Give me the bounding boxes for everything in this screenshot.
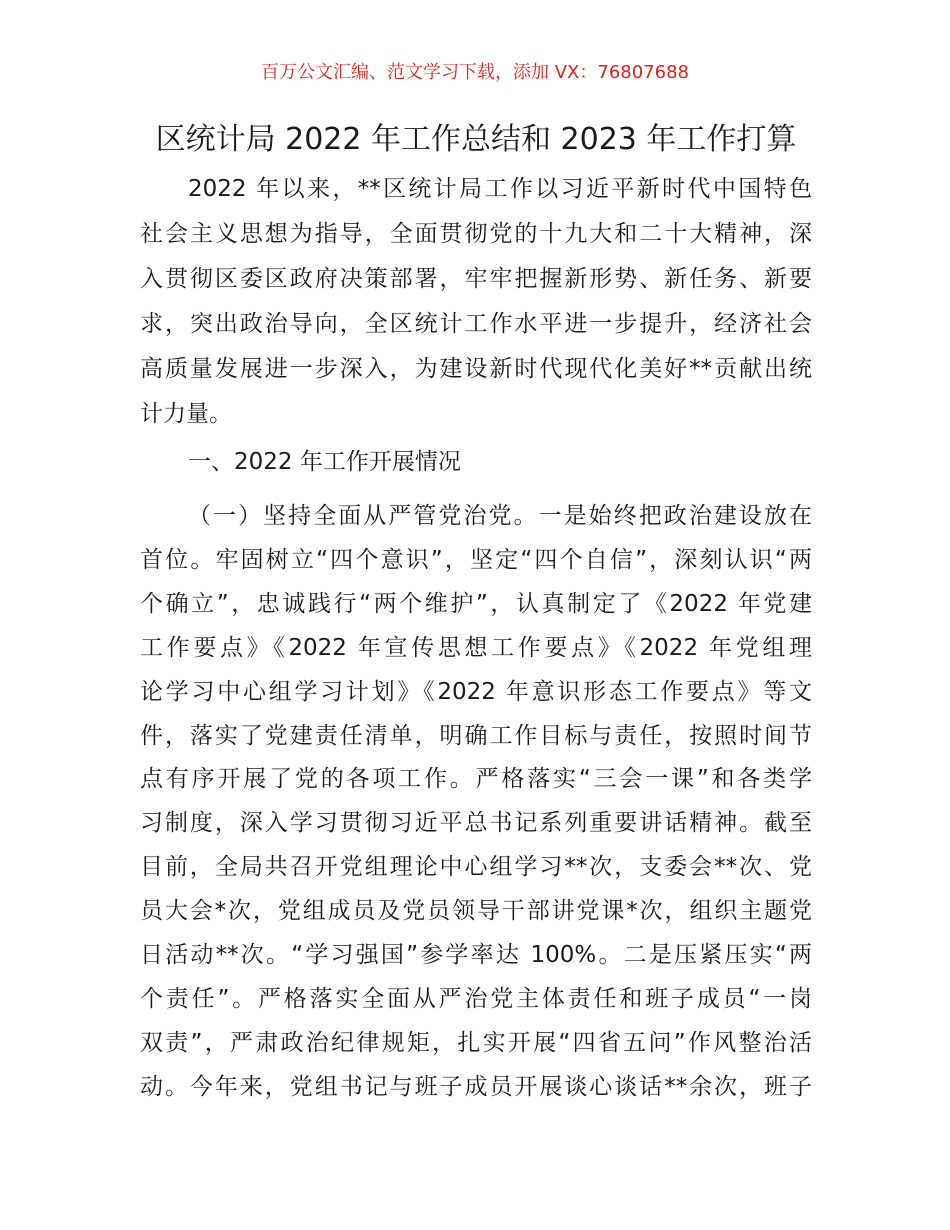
section1-paragraph-line: 论学习中心组学习计划》《2022 年意识形态工作要点》等文 [140,678,812,705]
section1-paragraph-line: 动。今年来，党组书记与班子成员开展谈心谈话**余次，班子 [140,1073,812,1100]
section1-paragraph-line: 员大会*次，党组成员及党员领导干部讲党课*次，组织主题党 [140,898,812,925]
section1-paragraph-line: 习制度，深入学习贯彻习近平总书记系列重要讲话精神。截至 [140,810,812,837]
section1-paragraph-line: 个责任”。严格落实全面从严治党主体责任和班子成员“一岗 [140,985,812,1012]
intro-paragraph-line: 求，突出政治导向，全区统计工作水平进一步提升，经济社会 [140,311,812,337]
section1-paragraph-line: 目前，全局共召开党组理论中心组学习**次，支委会**次、党 [140,854,812,881]
section1-paragraph-line: 个确立”，忠诚践行“两个维护”，认真制定了《2022 年党建 [140,590,812,617]
intro-paragraph-line: 计力量。 [140,401,232,427]
watermark-banner: 百万公文汇编、范文学习下载，添加 VX：76807688 [261,62,689,83]
document-title: 区统计局 2022 年工作总结和 2023 年工作打算 [155,122,797,157]
section1-paragraph-line: 日活动**次。“学习强国”参学率达 100%。二是压紧压实“两 [140,942,812,968]
section1-paragraph-line: 首位。牢固树立“四个意识”，坚定“四个自信”，深刻认识“两 [140,546,812,573]
intro-paragraph-line: 2022 年以来，**区统计局工作以习近平新时代中国特色 [188,176,812,202]
intro-paragraph-line: 入贯彻区委区政府决策部署，牢牢把握新形势、新任务、新要 [140,266,812,292]
section1-paragraph-line: 双责”，严肃政治纪律规矩，扎实开展“四省五问”作风整治活 [140,1029,812,1056]
section1-paragraph-line: （一）坚持全面从严管党治党。一是始终把政治建设放在 [188,503,812,529]
section1-paragraph-line: 件，落实了党建责任清单，明确工作目标与责任，按照时间节 [140,722,812,749]
section1-paragraph-line: 工作要点》《2022 年宣传思想工作要点》《2022 年党组理 [140,634,812,661]
intro-paragraph-line: 社会主义思想为指导，全面贯彻党的十九大和二十大精神，深 [140,221,812,247]
section-heading: 一、2022 年工作开展情况 [188,449,461,475]
section1-paragraph-line: 点有序开展了党的各项工作。严格落实“三会一课”和各类学 [140,766,812,793]
intro-paragraph-line: 高质量发展进一步深入，为建设新时代现代化美好**贡献出统 [140,356,812,382]
